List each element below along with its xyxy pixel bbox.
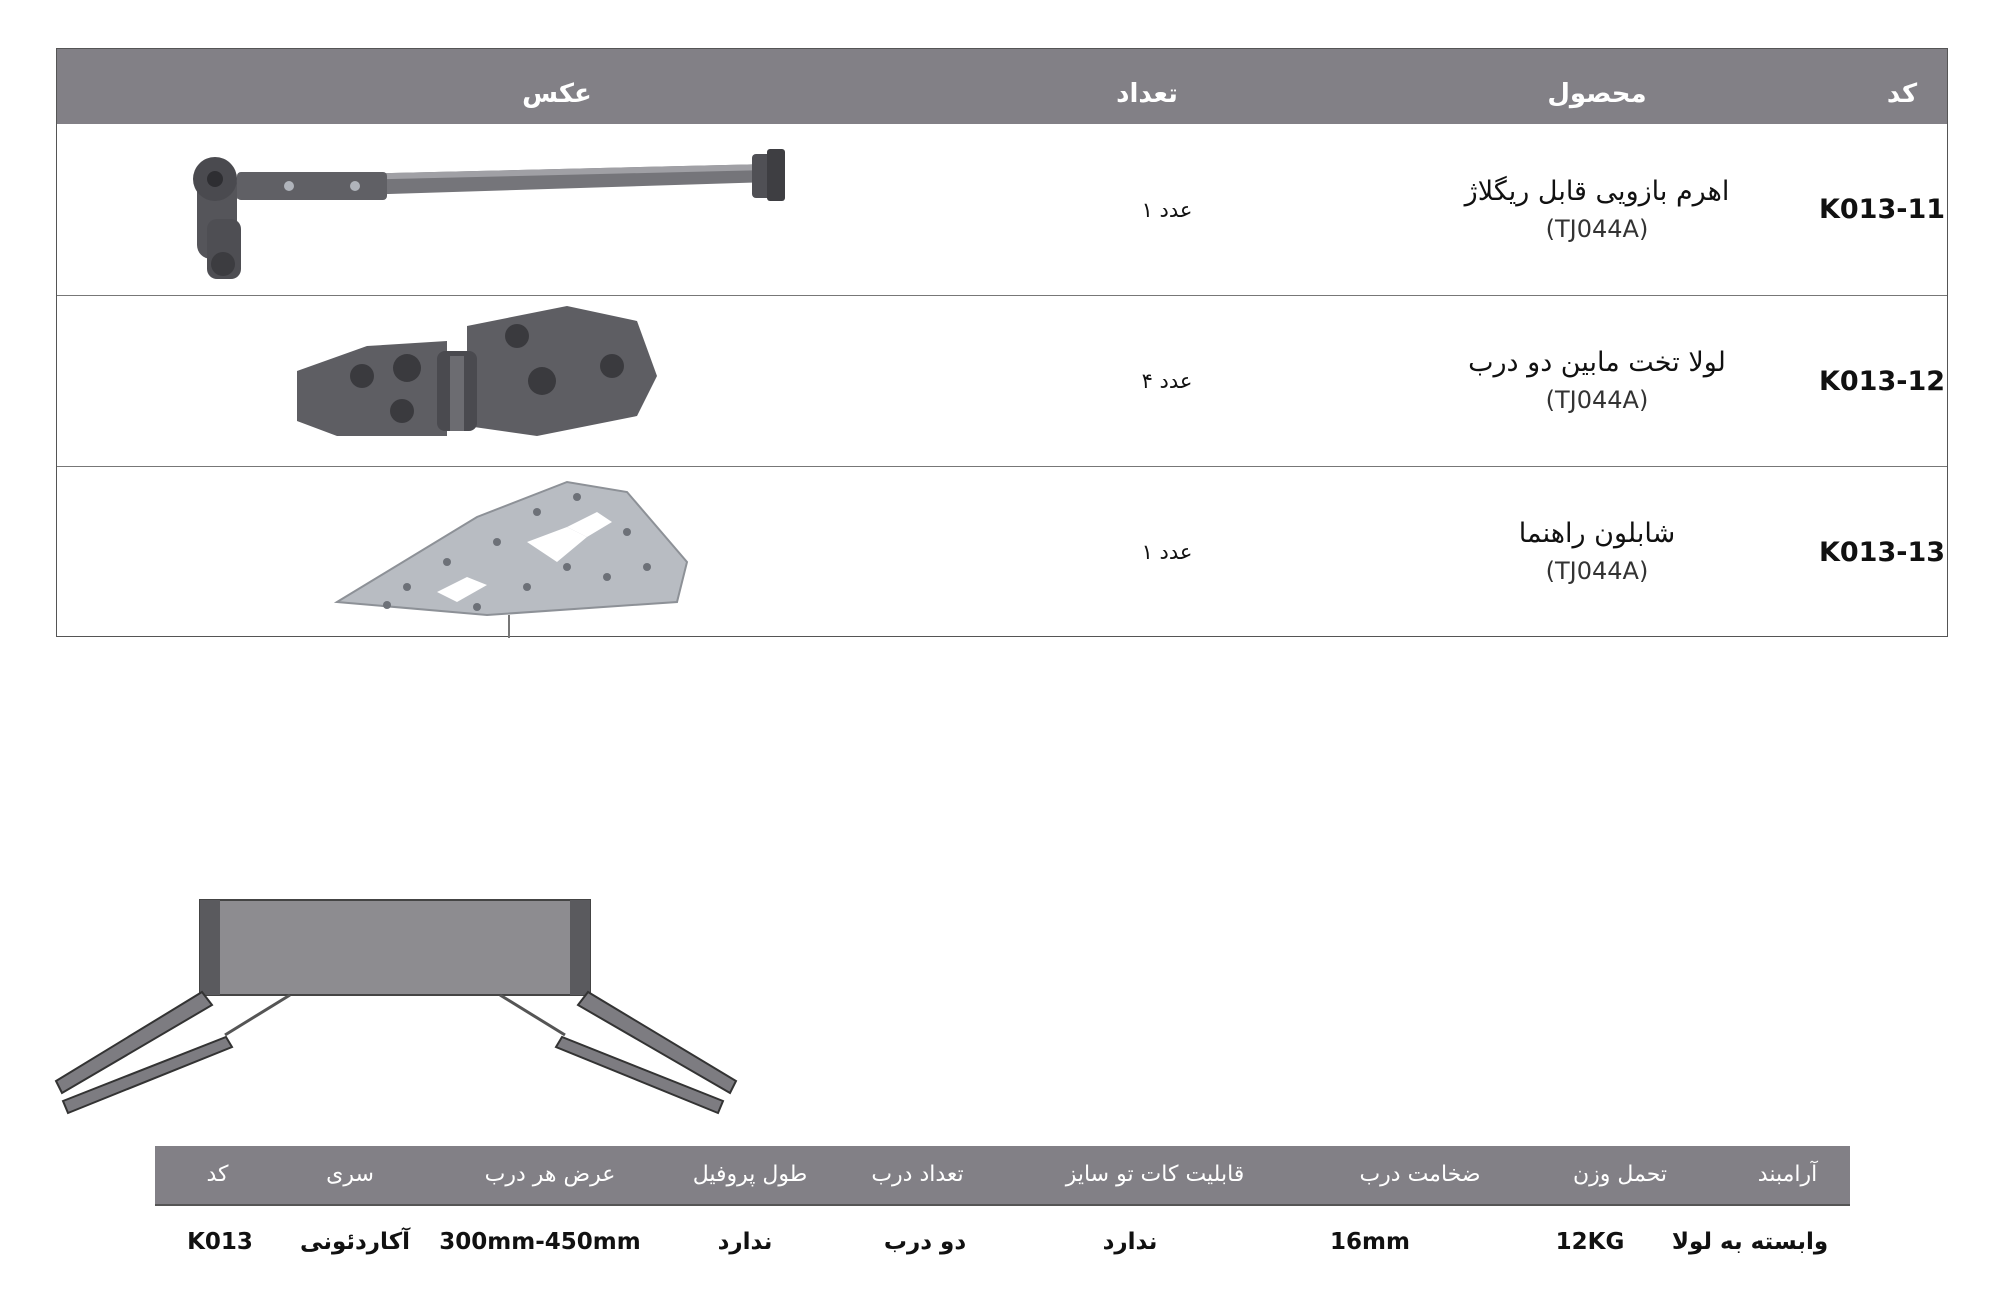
part-name: لولا تخت مابین دو درب — [1468, 347, 1726, 378]
spec-value-door-count: دو درب — [883, 1229, 967, 1255]
part-quantity: ۱ عدد — [1141, 197, 1193, 222]
spec-value-cut-to-size: ندارد — [1102, 1229, 1158, 1255]
spec-header-weight: تحمل وزن — [1572, 1162, 1668, 1187]
table-row — [57, 466, 1947, 637]
spec-value-code: K013 — [187, 1229, 253, 1255]
parts-table — [56, 48, 1948, 637]
header-photo: عکس — [522, 79, 592, 109]
flat-hinge-icon — [277, 296, 697, 467]
spec-value-damper: وابسته به لولا — [1671, 1229, 1829, 1255]
table-row — [57, 124, 1947, 295]
part-name: اهرم بازویی قابل ریگلاژ — [1464, 175, 1730, 207]
spec-header-cut-to-size: قابلیت کات تو سایز — [1065, 1162, 1245, 1187]
part-quantity: ۱ عدد — [1141, 540, 1193, 564]
header-code: کد — [1886, 79, 1918, 109]
spec-value-profile-length: ندارد — [717, 1229, 773, 1255]
spec-value-weight: 12KG — [1555, 1229, 1625, 1255]
part-model: (TJ044A) — [1545, 214, 1649, 243]
part-code: K013-13 — [1818, 536, 1946, 568]
adjustable-stay-arm-icon — [167, 124, 827, 295]
part-model: (TJ044A) — [1545, 386, 1649, 414]
spec-value-door-width: 300mm-450mm — [439, 1229, 641, 1255]
part-code: K013-11 — [1818, 194, 1946, 225]
spec-header-code: کد — [206, 1162, 229, 1187]
spec-header-series: سری — [326, 1162, 374, 1187]
spec-header-profile-length: طول پروفیل — [692, 1162, 808, 1187]
spec-header-door-width: عرض هر درب — [484, 1162, 616, 1187]
part-code: K013-12 — [1818, 365, 1946, 397]
spec-header-thickness: ضخامت درب — [1359, 1162, 1481, 1187]
spec-divider — [155, 1204, 1850, 1206]
folding-door-diagram — [50, 895, 750, 1125]
parts-table-header — [57, 49, 1947, 124]
spec-header-door-count: تعداد درب — [871, 1162, 964, 1187]
spec-value-series: آکاردئونی — [300, 1229, 410, 1255]
header-quantity: تعداد — [1116, 79, 1178, 109]
spec-value-thickness: 16mm — [1330, 1229, 1410, 1255]
spec-header-damper: آرامبند — [1757, 1162, 1818, 1187]
header-product: محصول — [1547, 79, 1647, 109]
part-quantity: ۴ عدد — [1141, 369, 1193, 393]
part-model: (TJ044A) — [1545, 557, 1649, 585]
drilling-template-icon — [327, 467, 707, 638]
table-row — [57, 295, 1947, 466]
part-name: شابلون راهنما — [1518, 518, 1676, 549]
spec-table-header — [155, 1146, 1850, 1204]
